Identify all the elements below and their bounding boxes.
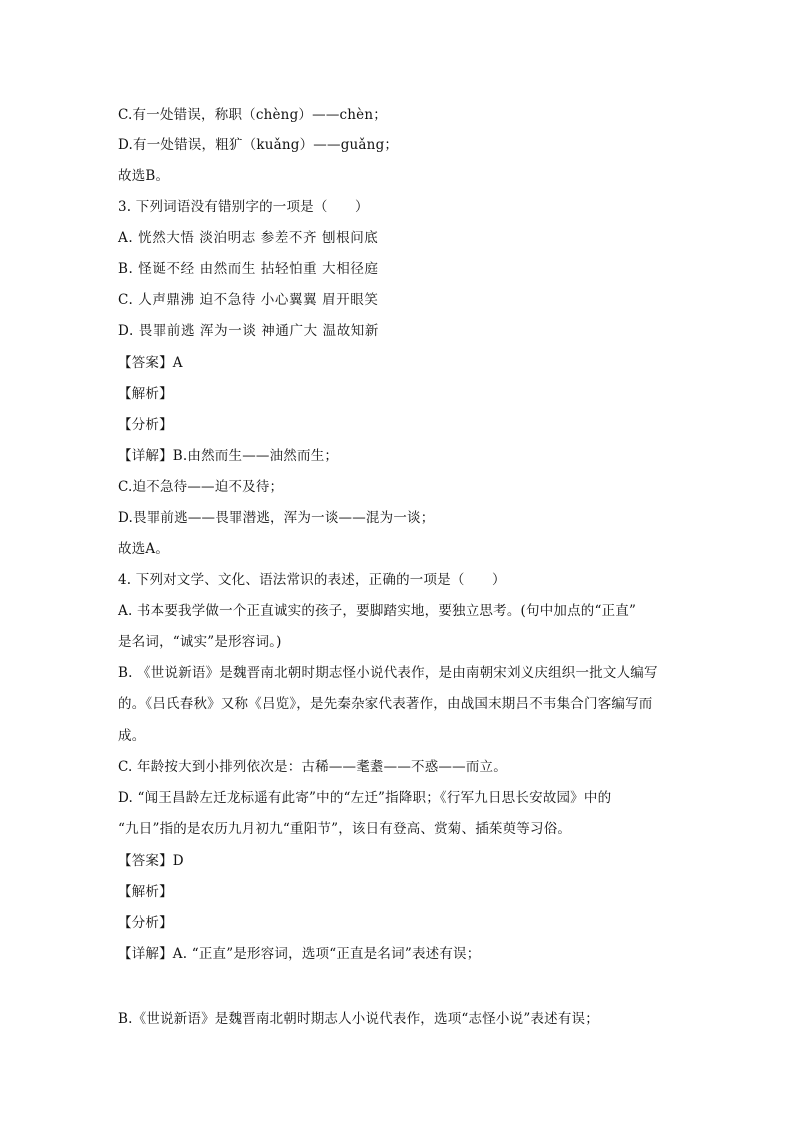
- question-3-detail-c: C.迫不急待——迫不及待；: [118, 479, 284, 495]
- question-4-answer: 【答案】D: [118, 853, 184, 869]
- question-4-detail-b: B.《世说新语》是魏晋南北朝时期志人小说代表作，选项“志怪小说”表述有误；: [118, 1011, 599, 1027]
- answer-conclusion: 故选B。: [118, 168, 170, 184]
- question-4-option-b-line-1: B. 《世说新语》是魏晋南北朝时期志怪小说代表作，是由南朝宋刘义庆组织一批文人编写: [118, 665, 658, 681]
- question-4-option-b-line-3: 成。: [118, 728, 146, 744]
- question-4-option-b-line-2: 的。《吕氏春秋》又称《吕览》，是先秦杂家代表著作，由战国末期吕不韦集合门客编写而: [118, 696, 653, 712]
- question-3-option-b: B. 怪诞不经 由然而生 拈轻怕重 大相径庭: [118, 261, 379, 277]
- question-4-stem: 4. 下列对文学、文化、语法常识的表述，正确的一项是（ ）: [118, 572, 506, 588]
- question-3-analysis-subheading: 【分析】: [118, 417, 173, 433]
- question-4-detail-a: 【详解】A. “正直”是形容词，选项“正直是名词”表述有误；: [118, 946, 481, 962]
- question-3-detail-b: 【详解】B.由然而生——油然而生；: [118, 448, 339, 464]
- question-3-option-a: A. 恍然大悟 淡泊明志 参差不齐 刨根问底: [118, 230, 379, 246]
- question-3-analysis-heading: 【解析】: [118, 386, 173, 402]
- question-4-option-a-line-1: A. 书本要我学做一个正直诚实的孩子，要脚踏实地，要独立思考。(句中加点的“正直”: [118, 603, 637, 619]
- question-3-answer: 【答案】A: [118, 355, 183, 371]
- question-4-option-d-line-2: “九日”指的是农历九月初九“重阳节”，该日有登高、赏菊、插茱萸等习俗。: [118, 821, 572, 837]
- question-3-option-c: C. 人声鼎沸 迫不急待 小心翼翼 眉开眼笑: [118, 292, 379, 308]
- question-3-detail-d: D.畏罪前逃——畏罪潜逃，浑为一谈——混为一谈；: [118, 510, 435, 526]
- question-4-option-c: C. 年龄按大到小排列依次是：古稀——耄耋——不惑——而立。: [118, 759, 507, 775]
- answer-explanation-c: C.有一处错误，称职（chèng）——chèn；: [118, 107, 387, 123]
- question-3-stem: 3. 下列词语没有错别字的一项是（ ）: [118, 199, 369, 215]
- question-4-analysis-heading: 【解析】: [118, 884, 173, 900]
- answer-explanation-d: D.有一处错误，粗犷（kuǎng）——guǎng；: [118, 137, 399, 153]
- question-3-conclusion: 故选A。: [118, 541, 170, 557]
- question-4-option-a-line-2: 是名词，“诚实”是形容词。): [118, 634, 282, 650]
- question-3-option-d: D. 畏罪前逃 浑为一谈 神通广大 温故知新: [118, 323, 379, 339]
- question-4-option-d-line-1: D. “闻王昌龄左迁龙标遥有此寄”中的“左迁”指降职；《行军九日思长安故园》中的: [118, 790, 612, 806]
- question-4-analysis-subheading: 【分析】: [118, 915, 173, 931]
